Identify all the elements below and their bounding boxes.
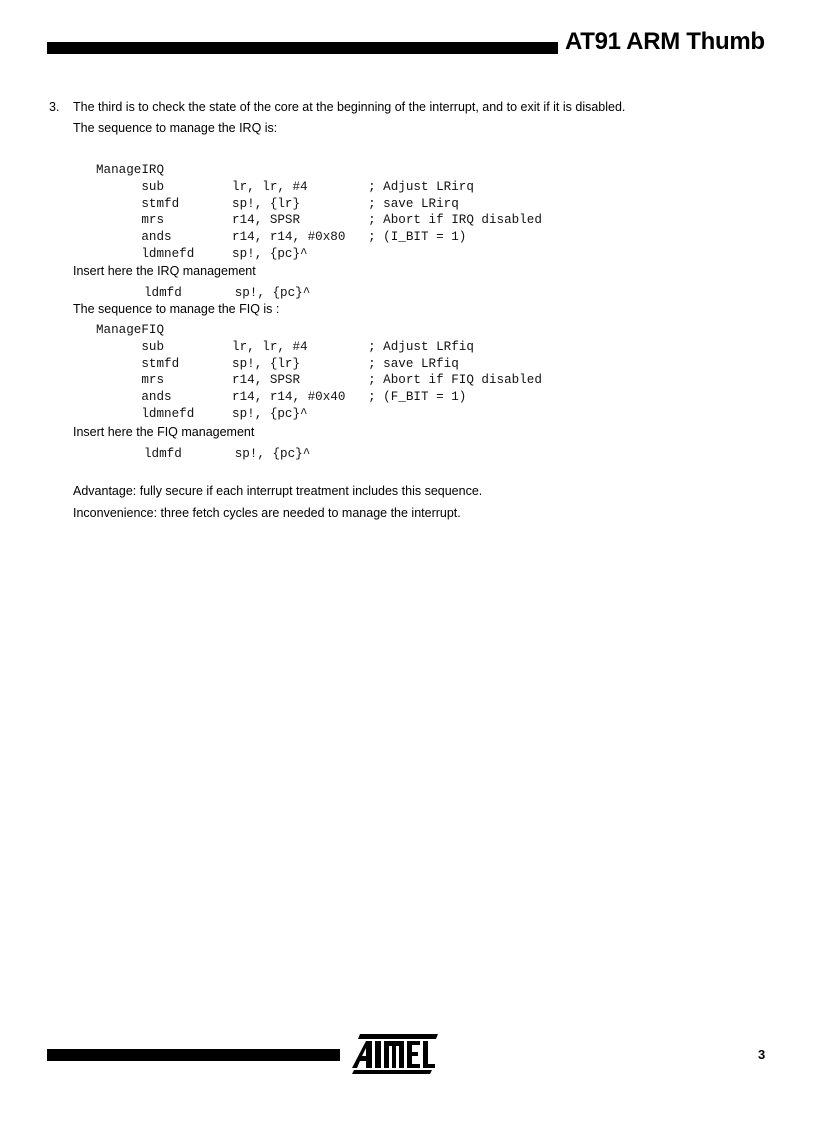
fiq-sequence-intro: The sequence to manage the FIQ is : (73, 302, 280, 316)
page-title: AT91 ARM Thumb (565, 28, 765, 55)
fiq-insert-note: Insert here the FIQ management (73, 425, 255, 439)
footer-rule (47, 1049, 340, 1061)
advantage-text: Advantage: fully secure if each interrupt treatment includes this sequence. (73, 484, 483, 498)
page-number: 3 (758, 1047, 766, 1062)
fiq-exit-code: ldmfd sp!, {pc}^ (144, 447, 311, 461)
irq-sequence-intro: The sequence to manage the IRQ is: (73, 121, 278, 135)
fiq-code-block: ManageFIQ sub lr, lr, #4 ; Adjust LRfiq stmfd sp!, {lr} ; save LRfiq mrs r14, SPSR ; Abort if FIQ disabled ands r14, r14, #0x40 ; (F_BIT = 1) ldmnefd sp!, {pc}^ (96, 323, 542, 421)
inconvenience-text: Inconvenience: three fetch cycles are needed to manage the interrupt. (73, 506, 461, 520)
irq-insert-note: Insert here the IRQ management (73, 264, 256, 278)
irq-exit-code: ldmfd sp!, {pc}^ (144, 286, 311, 300)
logo-text: ATMEL (352, 1034, 356, 1035)
item3-text: The third is to check the state of the core at the beginning of the interrupt, and to exit if it is disabled. (73, 100, 626, 114)
atmel-logo (352, 1034, 438, 1074)
irq-code-block: ManageIRQ sub lr, lr, #4 ; Adjust LRirq stmfd sp!, {lr} ; save LRirq mrs r14, SPSR ; Abort if IRQ disabled ands r14, r14, #0x80 ; (I_BIT = 1) ldmnefd sp!, {pc}^ (96, 163, 542, 261)
list-number: 3. (49, 100, 60, 114)
header-rule (47, 42, 558, 54)
